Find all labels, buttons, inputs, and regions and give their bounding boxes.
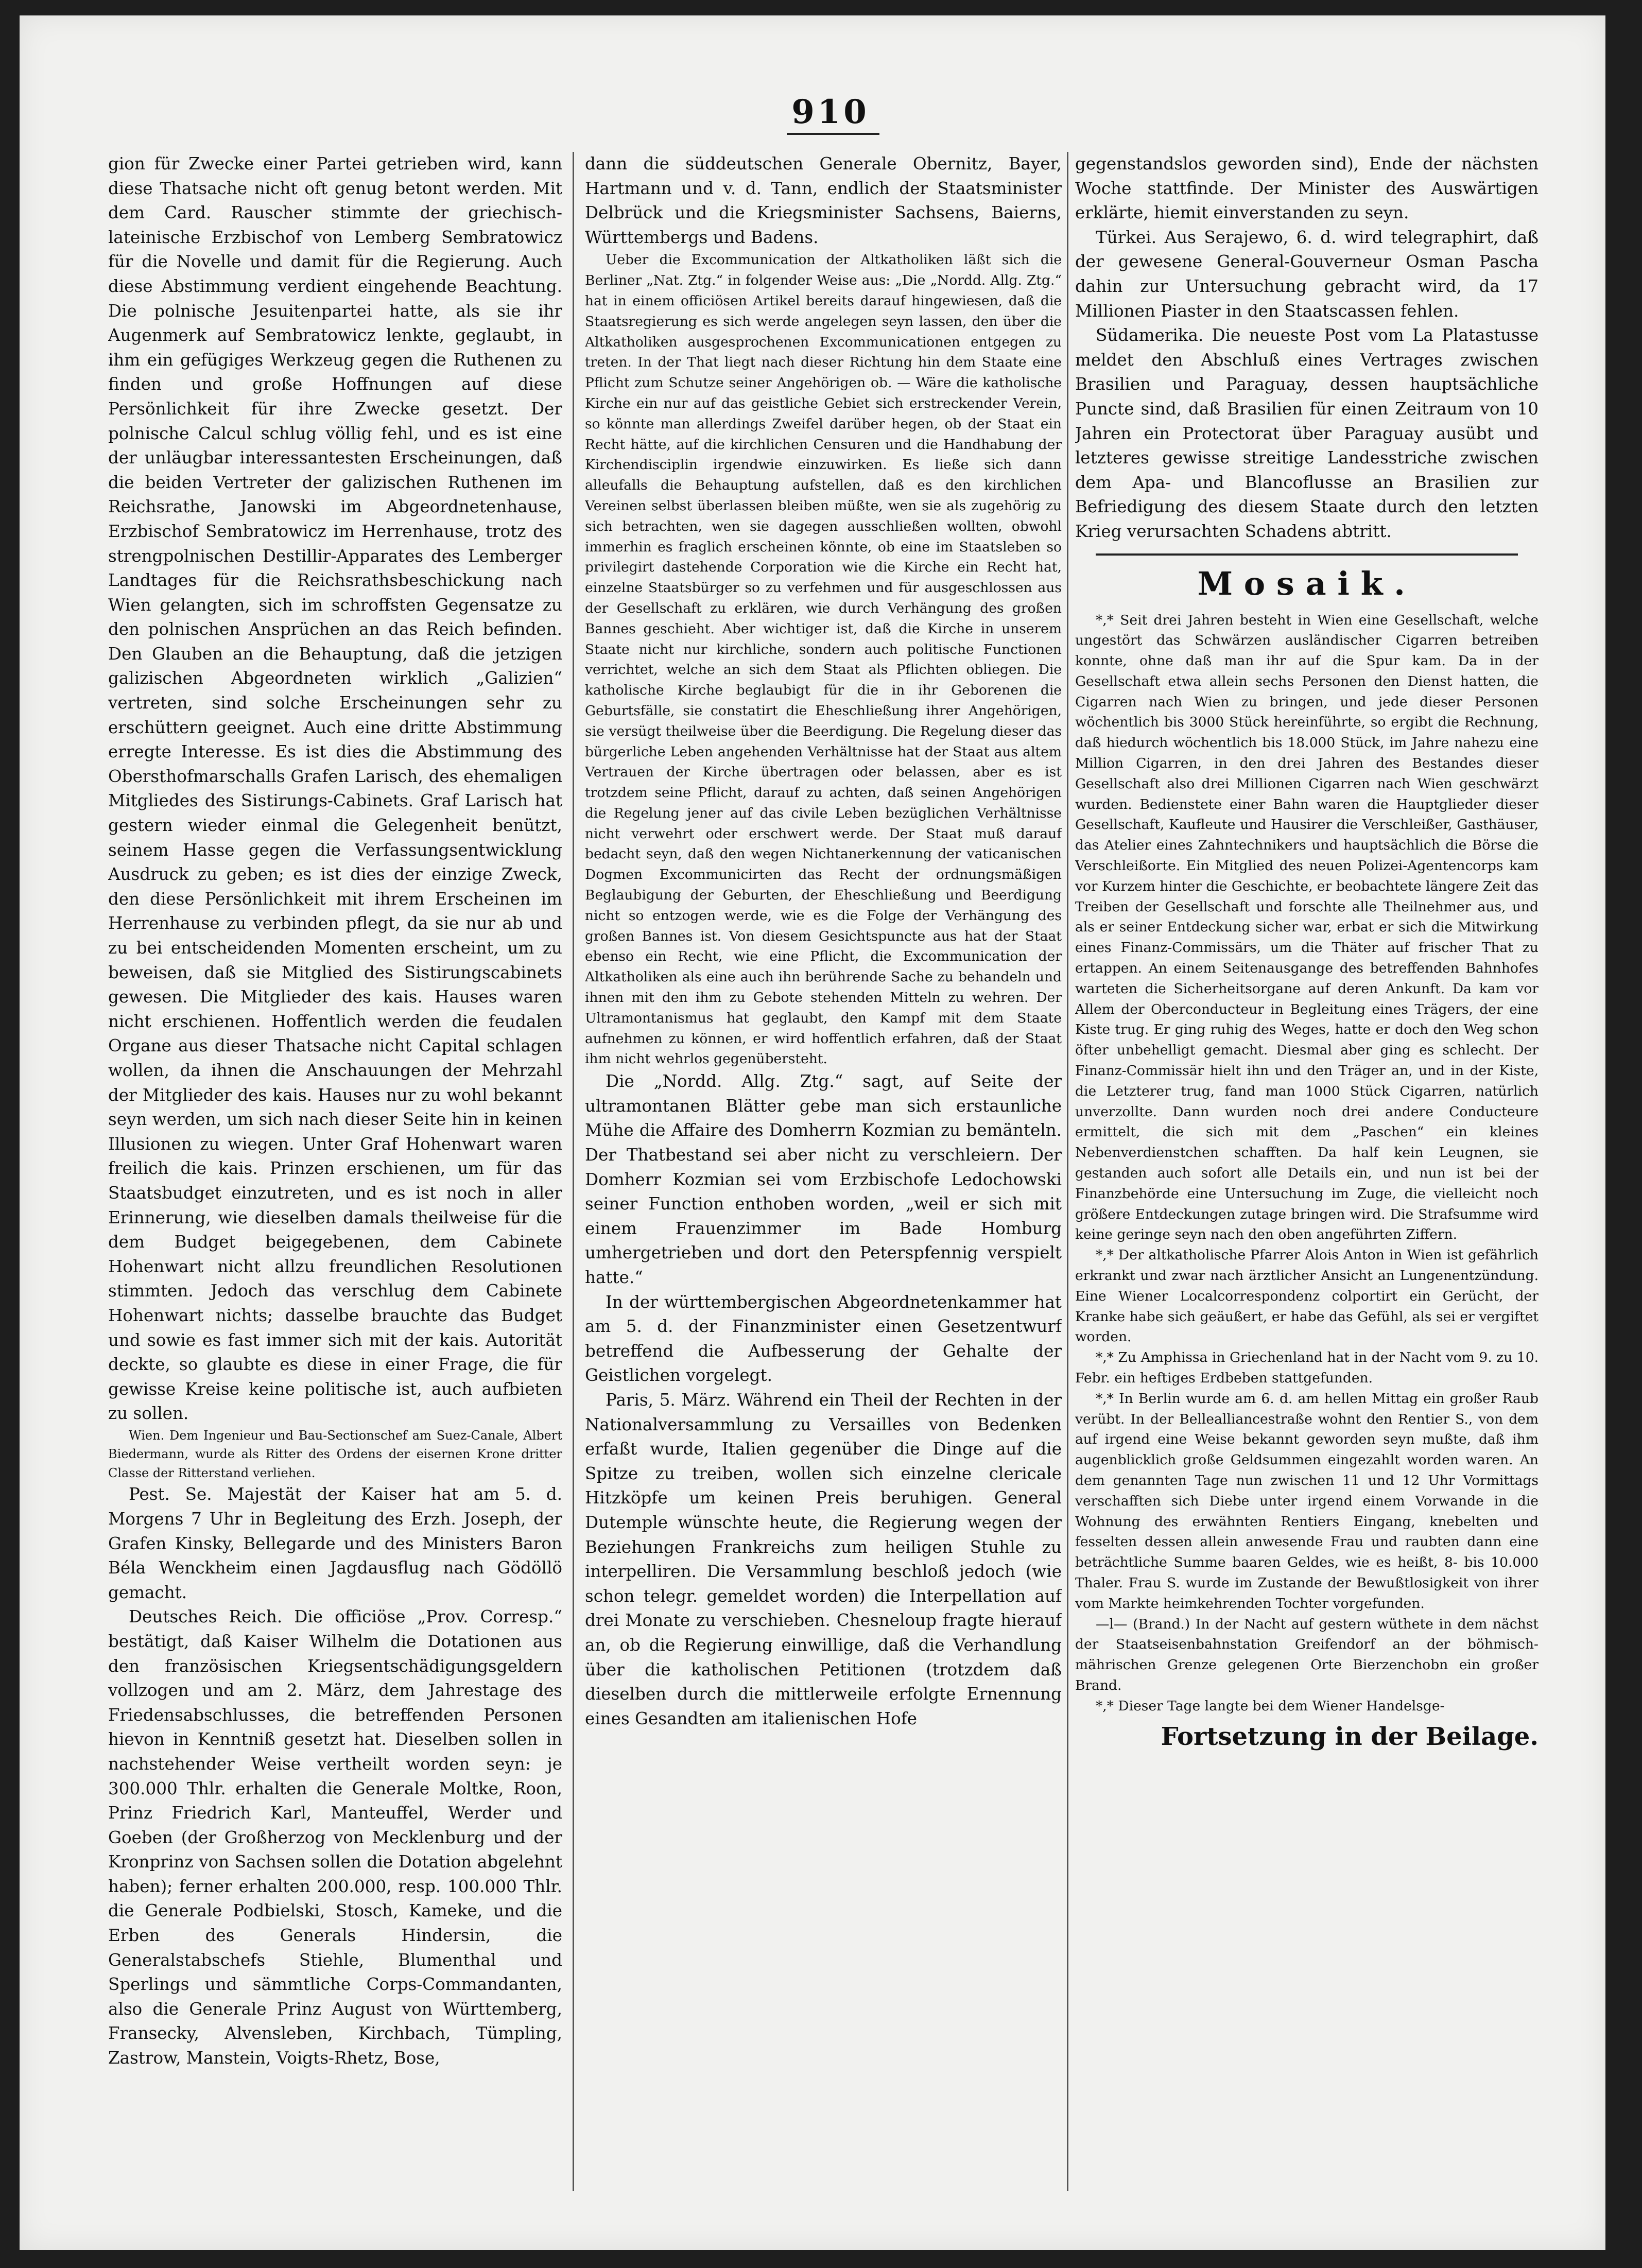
article-polish-politics: gion für Zwecke einer Partei getrieben wird, kann diese Thatsache nicht oft genug betont werden. Mit dem Card. Rauscher stimmte der griechisch-lateinische Erzbischof von Lemberg Sembratowicz für die Novelle und damit für die Regierung. Auch diese Abstimmung verdient eingehende Beachtung. Die polnische Jesuitenpartei hatte, als sie ihr Augenmerk auf Sembratowicz lenkte, geglaubt, in ihm ein gefügiges Werkzeug gegen die Ruthenen zu finden und große Hoffnungen auf diese Persönlichkeit für ihre Zwecke gesetzt. Der polnische Calcul schlug völlig fehl, und es ist eine der unläugbar interessantesten Erscheinungen, daß die beiden Vertreter der galizischen Ruthenen im Reichsrathe, Janowski im Abgeordnetenhause, Erzbischof Sembratowicz im Herrenhause, trotz des strengpolnischen Destillir-Apparates des Lemberger Landtages für die Reichsrathsbeschickung nach Wien gelangten, sich im schroffsten Gegensatze zu den polnischen Ansprüchen an das Reich befinden. Den Glauben an die Behauptung, daß die jetzigen galizischen Abgeordneten wirklich „Galizien“ vertreten, sind solche Erscheinungen sehr zu erschüttern geeignet. Auch eine dritte Abstimmung erregte Interesse. Es ist dies die Abstimmung des Obersthofmarschalls Grafen Larisch, des ehemaligen Mitgliedes des Sistirungs-Cabinets. Graf Larisch hat gestern wieder einmal die Gelegenheit benützt, seinem Hasse gegen die Verfassungsentwicklung Ausdruck zu geben; es ist dies der einzige Zweck, den diese Persönlichkeit mit ihrem Erscheinen im Herrenhause zu verbinden pflegt, da sie nur ab und zu bei entscheidenden Momenten erscheint, um zu beweisen, daß sie Mitglied des Sistirungscabinets gewesen. Die Mitglieder des kais. Hauses waren nicht erschienen. Hoffentlich werden die feudalen Organe aus dieser Thatsache nicht Capital schlagen wollen, da ihnen die Anschauungen der Mehrzahl der Mitglieder des kais. Hauses nur zu wohl bekannt seyn werden, um sich nach dieser Seite hin in keinen Illusionen zu wiegen. Unter Graf Hohenwart waren freilich die kais. Prinzen erschienen, um für das Staatsbudget einzutreten, und es ist noch in aller Erinnerung, wie dieselben damals theilweise für die dem Budget beigegebenen, dem Cabinete Hohenwart nicht allzu freundlichen Resolutionen stimmten. Jedoch das verschlug dem Cabinete Hohenwart nichts; dasselbe brauchte das Budget und sowie es fast immer sich mit der kais. Autorität deckte, so glaubte es diese in einer Frage, die für gewisse Kreise keine politische ist, auch aufbieten zu sollen. <box>108 154 562 1424</box>
article-wuerttemberg: In der württembergischen Abgeordnetenkammer hat am 5. d. der Finanzminister einen Gesetzentwurf betreffend die Aufbesserung der Gehalte der Geistlichen vorgelegt. <box>585 1292 1062 1386</box>
section-heading-mosaik: Mosaik. <box>1197 564 1416 602</box>
article-paris-continued: gegenstandslos geworden sind), Ende der nächsten Woche stattfinde. Der Minister des Auswärtigen erklärte, hiemit einverstanden zu seyn. <box>1075 154 1539 223</box>
news-vienna: Wien. Dem Ingenieur und Bau-Sectionschef am Suez-Canale, Albert Biedermann, wurde als Ritter des Ordens der eisernen Krone dritter Classe der Ritterstand verliehen. <box>108 1428 562 1480</box>
column-1 <box>108 152 562 2191</box>
mosaik-trade-notice: *,* Dieser Tage langte bei dem Wiener Handelsge- <box>1096 1698 1445 1714</box>
page-number-underline <box>787 133 879 135</box>
news-suedamerika: Südamerika. Die neueste Post vom La Platastusse meldet den Abschluß eines Vertrages zwischen Brasilien und Paraguay, dessen hauptsächliche Puncte sind, daß Brasilien für einen Zeitraum von 10 Jahren ein Protectorat über Paraguay ausübt und letzteres gewisse streitige Landesstriche zwischen dem Apa- und Blancoflusse an Brasilien zur Befriedigung des diesem Staate durch den letzten Krieg verursachten Schadens abtritt. <box>1075 325 1539 541</box>
column-2 <box>585 152 1062 2191</box>
mosaik-cigar-smuggling: *,* Seit drei Jahren besteht in Wien eine Gesellschaft, welche ungestört das Schwärzen ausländischer Cigarren betreiben konnte, ohne daß man ihr auf die Spur kam. Da in der Gesellschaft etwa allein sechs Personen den Dienst hatten, die Cigarren nach Wien zu bringen, und jede dieser Personen wöchentlich bis 3000 Stück hereinführte, so ergibt die Rechnung, daß hiedurch wöchentlich bis 18.000 Stück, im Jahre nahezu eine Million Cigarren, in den drei Jahren des Bestandes dieser Gesellschaft also drei Millionen Cigarren nach Wien geschwärzt wurden. Bedienstete einer Bahn waren die Hauptglieder dieser Gesellschaft, Kaufleute und Hausirer die Verschleißer, Gasthäuser, das Atelier eines Zahntechnikers und hauptsächlich die Börse die Verschleißorte. Ein Mitglied des neuen Polizei-Agentencorps kam vor Kurzem hinter die Geschichte, er beobachtete längere Zeit das Treiben der Gesellschaft und forschte alle Theilnehmer aus, und als er seiner Entdeckung sicher war, erbat er sich die Mitwirkung eines Finanz-Commissärs, um die Thäter auf frischer That zu ertappen. An einem Seitenausgange des betreffenden Bahnhofes warteten die Sicherheitsorgane auf deren Ankunft. Da kam vor Allem der Oberconducteur in Begleitung eines Trägers, der eine Kiste trug. Er ging ruhig des Weges, hatte er doch den Weg schon öfter unbehelligt gemacht. Diesmal aber ging es schlecht. Der Finanz-Commissär hielt ihn und den Träger an, und in der Kiste, die Letzterer trug, fand man 1000 Stück Cigarren, natürlich unverzollte. Dann wurden noch drei andere Conducteure ermittelt, die sich mit dem „Paschen“ ein kleines Nebenverdienstchen schafften. Da half kein Leugnen, sie gestanden auch sofort alle Details ein, und nun ist bei der Finanzbehörde eine Untersuchung im Zuge, die vielleicht noch größere Entdeckungen zutage bringen wird. Die Strafsumme wird keine geringe seyn nach den oben angeführten Ziffern. <box>1075 612 1539 1243</box>
column-3 <box>1075 152 1539 2191</box>
scan-border-bottom <box>0 2250 1642 2268</box>
mosaik-amphissa: *,* Zu Amphissa in Griechenland hat in der Nacht vom 9. zu 10. Febr. ein heftiges Erdbeben stattgefunden. <box>1075 1349 1539 1386</box>
news-deutsches-reich: Deutsches Reich. Die officiöse „Prov. Corresp.“ bestätigt, daß Kaiser Wilhelm die Dotationen aus den französischen Kriegsentschädigungsgeldern vollzogen und am 2. März, dem Jahrestage des Friedensabschlusses, die betreffenden Personen hievon in Kenntniß gesetzt hat. Dieselben sollen in nachstehender Weise vertheilt worden seyn: je 300.000 Thlr. erhalten die Generale Moltke, Roon, Prinz Friedrich Karl, Manteuffel, Werder und Goeben (der Großherzog von Mecklenburg und der Kronprinz von Sachsen sollen die Dotation abgelehnt haben); ferner erhalten 200.000, resp. 100.000 Thlr. die Generale Podbielski, Stosch, Kameke, und die Erben des Generals Hindersin, die Generalstabschefs Stiehle, Blumenthal und Sperlings und sämmtliche Corps-Commandanten, also die Generale Prinz August von Württemberg, Fransecky, Alvensleben, Kirchbach, Tümpling, Zastrow, Manstein, Voigts-Rhetz, Bose, <box>108 1607 562 2068</box>
newspaper-page <box>20 15 1605 2250</box>
continuation-note: Fortsetzung in der Beilage. <box>1161 1722 1539 1751</box>
mosaik-pfarrer-anton: *,* Der altkatholische Pfarrer Alois Anton in Wien ist gefährlich erkrankt und zwar nach ärztlicher Ansicht an Lungenentzündung. Eine Wiener Localcorrespondenz colportirt ein Gerücht, der Kranke habe sich geäußert, er habe das Gefühl, als sei er vergiftet worden. <box>1075 1247 1539 1345</box>
article-kozmian: Die „Nordd. Allg. Ztg.“ sagt, auf Seite der ultramontanen Blätter gebe man sich erstaunliche Mühe die Affaire des Domherrn Kozmian zu bemänteln. Der Thatbestand sei aber nicht zu verschleiern. Der Domherr Kozmian sei vom Erzbischofe Ledochowski seiner Function enthoben worden, „weil er sich mit einem Frauenzimmer im Bade Homburg umhergetrieben und dort den Peterspfennig verspielt hatte.“ <box>585 1071 1062 1287</box>
scan-border-left <box>0 0 20 2268</box>
scan-border-right <box>1605 0 1642 2268</box>
news-paris: Paris, 5. März. Während ein Theil der Rechten in der Nationalversammlung zu Versailles von Bedenken erfaßt wurde, Italien gegenüber die Dinge auf die Spitze zu treiben, wollen sich einzelne clericale Hitzköpfe um keinen Preis beruhigen. General Dutemple wünschte heute, die Regierung wegen der Beziehungen Frankreichs zum heiligen Stuhle zu interpelliren. Die Versammlung beschloß jedoch (wie schon telegr. gemeldet worden) die Interpellation auf drei Monate zu verschieben. Chesneloup fragte hierauf an, ob die Regierung einwillige, daß die Verhandlung über die katholischen Petitionen (trotzdem daß dieselben durch die mittlerweile erfolgte Ernennung eines Gesandten am italienischen Hofe <box>585 1390 1062 1728</box>
mosaik-berlin-robbery: *,* In Berlin wurde am 6. d. am hellen Mittag ein großer Raub verübt. In der Bellealliancestraße wohnt den Rentier S., von dem auf irgend eine Weise bekannt geworden seyn mußte, daß ihm augenblicklich große Geldsummen eingezahlt worden waren. An dem genannten Tage nun zwischen 11 und 12 Uhr Vormittags verschafften sich Diebe unter irgend einem Vorwande in die Wohnung des erwähnten Rentiers Eingang, knebelten und fesselten dessen allein anwesende Frau und raubten dann eine beträchtliche Summe baaren Geldes, wie es heißt, 8- bis 10.000 Thaler. Frau S. wurde im Zustande der Bewußtlosigkeit von ihrer vom Markte heimkehrenden Tochter vorgefunden. <box>1075 1390 1539 1612</box>
page-number: 910 <box>791 93 870 131</box>
news-tuerkei: Türkei. Aus Serajewo, 6. d. wird telegraphirt, daß der gewesene General-Gouverneur Osman Pascha dahin zur Untersuchung gebracht wird, da 17 Millionen Piaster in den Staatscassen fehlen. <box>1075 227 1539 321</box>
news-pest: Pest. Se. Majestät der Kaiser hat am 5. d. Morgens 7 Uhr in Begleitung des Erzh. Joseph, der Grafen Kinsky, Bellegarde und des Ministers Baron Béla Wenckheim einen Jagdausflug nach Gödöllö gemacht. <box>108 1484 562 1602</box>
article-excommunication: Ueber die Excommunication der Altkatholiken läßt sich die Berliner „Nat. Ztg.“ in folgender Weise aus: „Die „Nordd. Allg. Ztg.“ hat in einem officiösen Artikel bereits darauf hingewiesen, daß die Staatsregierung es sich werde angelegen seyn lassen, den über die Altkatholiken ausgesprochenen Excommunicationen entgegen zu treten. In der That liegt nach dieser Richtung hin dem Staate eine Pflicht zum Schutze seiner Angehörigen ob. — Wäre die katholische Kirche ein nur auf das geistliche Gebiet sich erstreckender Verein, so könnte man allerdings Zweifel darüber hegen, ob der Staat ein Recht hätte, auf die kirchlichen Censuren und die Handhabung der Kirchendisciplin irgendwie einzuwirken. Es ließe sich dann alleufalls die Behauptung aufstellen, daß es den kirchlichen Vereinen selbst überlassen bleiben müßte, wen sie als zugehörig zu sich betrachten, wen sie dagegen ausschließen wollten, obwohl immerhin es fraglich erscheinen könnte, ob eine im Staatsleben so privilegirt dastehende Corporation wie die Kirche ein Recht hat, einzelne Staatsbürger so zu verfehmen und für ausgeschlossen aus der Gesellschaft zu erklären, wie durch Verhängung des großen Bannes geschieht. Aber wichtiger ist, daß die Kirche in unserem Staate nicht nur kirchliche, sondern auch politische Functionen verrichtet, welche an sich dem Staat als Pflichten obliegen. Die katholische Kirche beglaubigt für die in ihr Geborenen die Geburtsfälle, sie constatirt die Eheschließung ihrer Angehörigen, sie versügt theilweise über die Beerdigung. Die Regelung dieser das bürgerliche Leben angehenden Verhältnisse hat der Staat aus altem Vertrauen der Kirche übertragen oder belassen, aber es ist trotzdem seine Pflicht, darauf zu achten, daß seinen Angehörigen die Regelung jener auf das civile Leben bezüglichen Verhältnisse nicht verwehrt oder erschwert werde. Der Staat muß darauf bedacht seyn, daß den wegen Nichtanerkennung der vaticanischen Dogmen Excommunicirten das Recht der ordnungsmäßigen Beglaubigung der Geburten, der Eheschließung und Beerdigung nicht so entzogen werde, wie es die Folge der Verhängung des großen Bannes ist. Von diesem Gesichtspuncte aus hat der Staat ebenso ein Recht, wie eine Pflicht, die Excommunication der Altkatholiken als eine auch ihn berührende Sache zu behandeln und ihnen mit den ihm zu Gebote stehenden Mitteln zu wehren. Der Ultramontanismus hat geglaubt, den Kampf mit dem Staate aufnehmen zu können, er wird hoffentlich erfahren, daß der Staat ihm nicht wehrlos gegenübersteht. <box>585 252 1062 1067</box>
article-generals-continued: dann die süddeutschen Generale Obernitz, Bayer, Hartmann und v. d. Tann, endlich der Staatsminister Delbrück und die Kriegsminister Sachsens, Baierns, Württembergs und Badens. <box>585 154 1062 247</box>
mosaik-fire: —l— (Brand.) In der Nacht auf gestern wüthete in dem nächst der Staatseisenbahnstation Greifendorf an der böhmisch-mährischen Grenze gelegenen Orte Bierzenchobn ein großer Brand. <box>1075 1616 1539 1693</box>
column-divider-1 <box>573 152 574 2191</box>
section-rule <box>1096 553 1518 556</box>
scan-border-top <box>0 0 1642 15</box>
column-divider-2 <box>1067 152 1068 2191</box>
